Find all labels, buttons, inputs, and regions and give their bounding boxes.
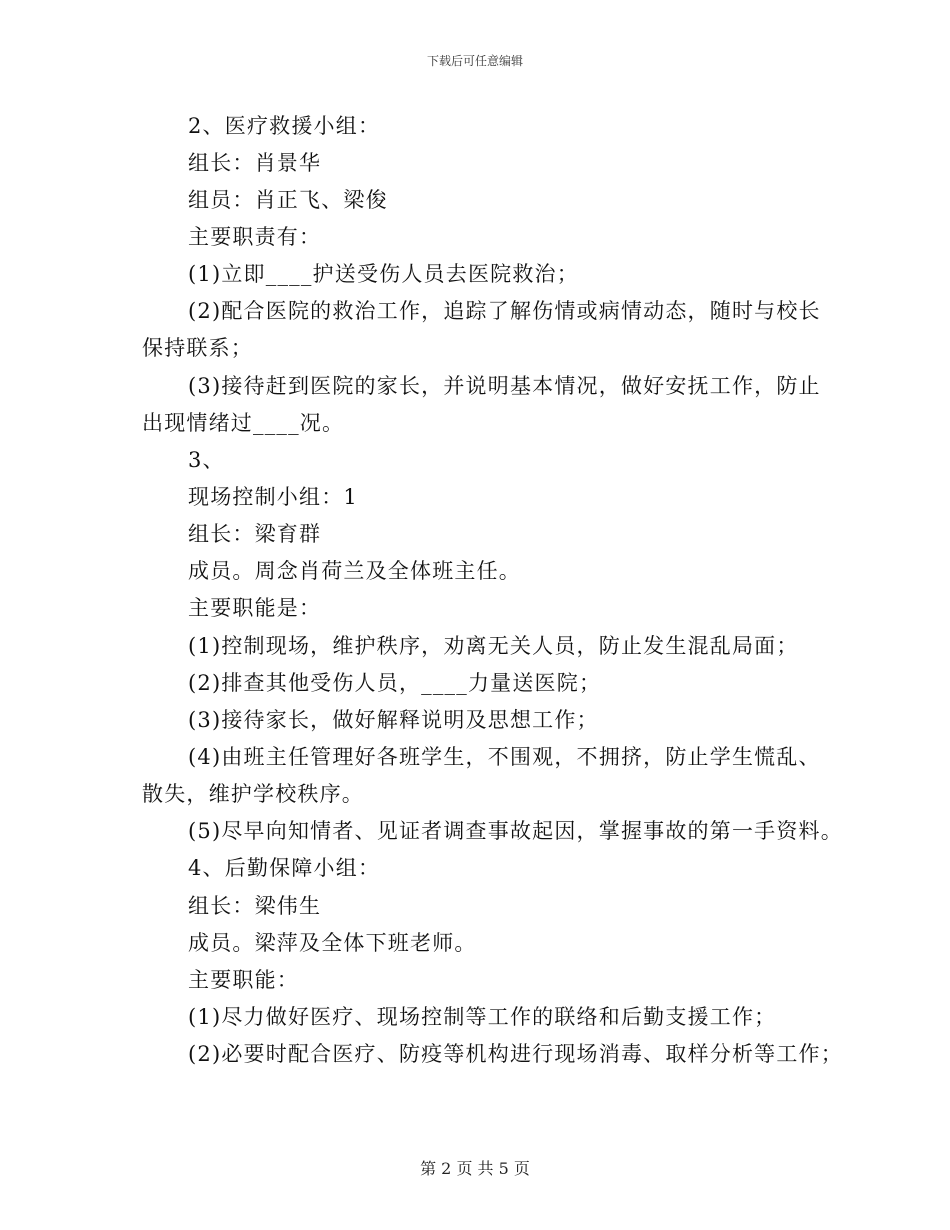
text-line: 组长：梁伟生 <box>188 894 322 918</box>
text-line: 成员。梁萍及全体下班老师。 <box>188 931 477 955</box>
text-line: (1)控制现场，维护秩序，劝离无关人员，防止发生混乱局面； <box>188 634 799 658</box>
text-line: 成员。周念肖荷兰及全体班主任。 <box>188 559 521 583</box>
text-line: 出现情绪过____况。 <box>142 411 345 435</box>
text-line: (1)尽力做好医疗、现场控制等工作的联络和后勤支援工作； <box>188 1005 777 1029</box>
text-line: (1)立即____护送受伤人员去医院救治； <box>188 262 579 286</box>
text-line: 组长：梁育群 <box>188 522 322 546</box>
text-line: (2)排查其他受伤人员，____力量送医院； <box>188 671 602 695</box>
text-line: 4、后勤保障小组： <box>188 856 381 880</box>
text-line: 保持联系； <box>142 336 253 360</box>
text-line: 散失，维护学校秩序。 <box>142 782 364 806</box>
text-line: 组员：肖正飞、梁俊 <box>188 188 388 212</box>
text-line: 主要职能是： <box>188 596 322 620</box>
text-line: (2)必要时配合医疗、防疫等机构进行现场消毒、取样分析等工作； <box>188 1042 843 1066</box>
text-line: (5)尽早向知情者、见证者调查事故起因，掌握事故的第一手资料。 <box>188 819 843 843</box>
page-footer: 第 2 页 共 5 页 <box>420 1159 530 1178</box>
text-line: (3)接待赶到医院的家长，并说明基本情况，做好安抚工作，防止 <box>188 374 821 398</box>
text-line: (3)接待家长，做好解释说明及思想工作； <box>188 708 599 732</box>
text-line: (4)由班主任管理好各班学生，不围观，不拥挤，防止学生慌乱、 <box>188 745 821 769</box>
page-header: 下载后可任意编辑 <box>426 54 523 68</box>
text-line: 主要职能： <box>188 968 299 992</box>
text-line: 主要职责有： <box>188 225 322 249</box>
text-line: 2、医疗救援小组： <box>188 114 381 138</box>
text-line: 组长：肖景华 <box>188 151 322 175</box>
text-line: (2)配合医院的救治工作，追踪了解伤情或病情动态，随时与校长 <box>188 299 821 323</box>
text-line: 现场控制小组：1 <box>188 485 358 509</box>
text-line: 3、 <box>188 448 225 472</box>
